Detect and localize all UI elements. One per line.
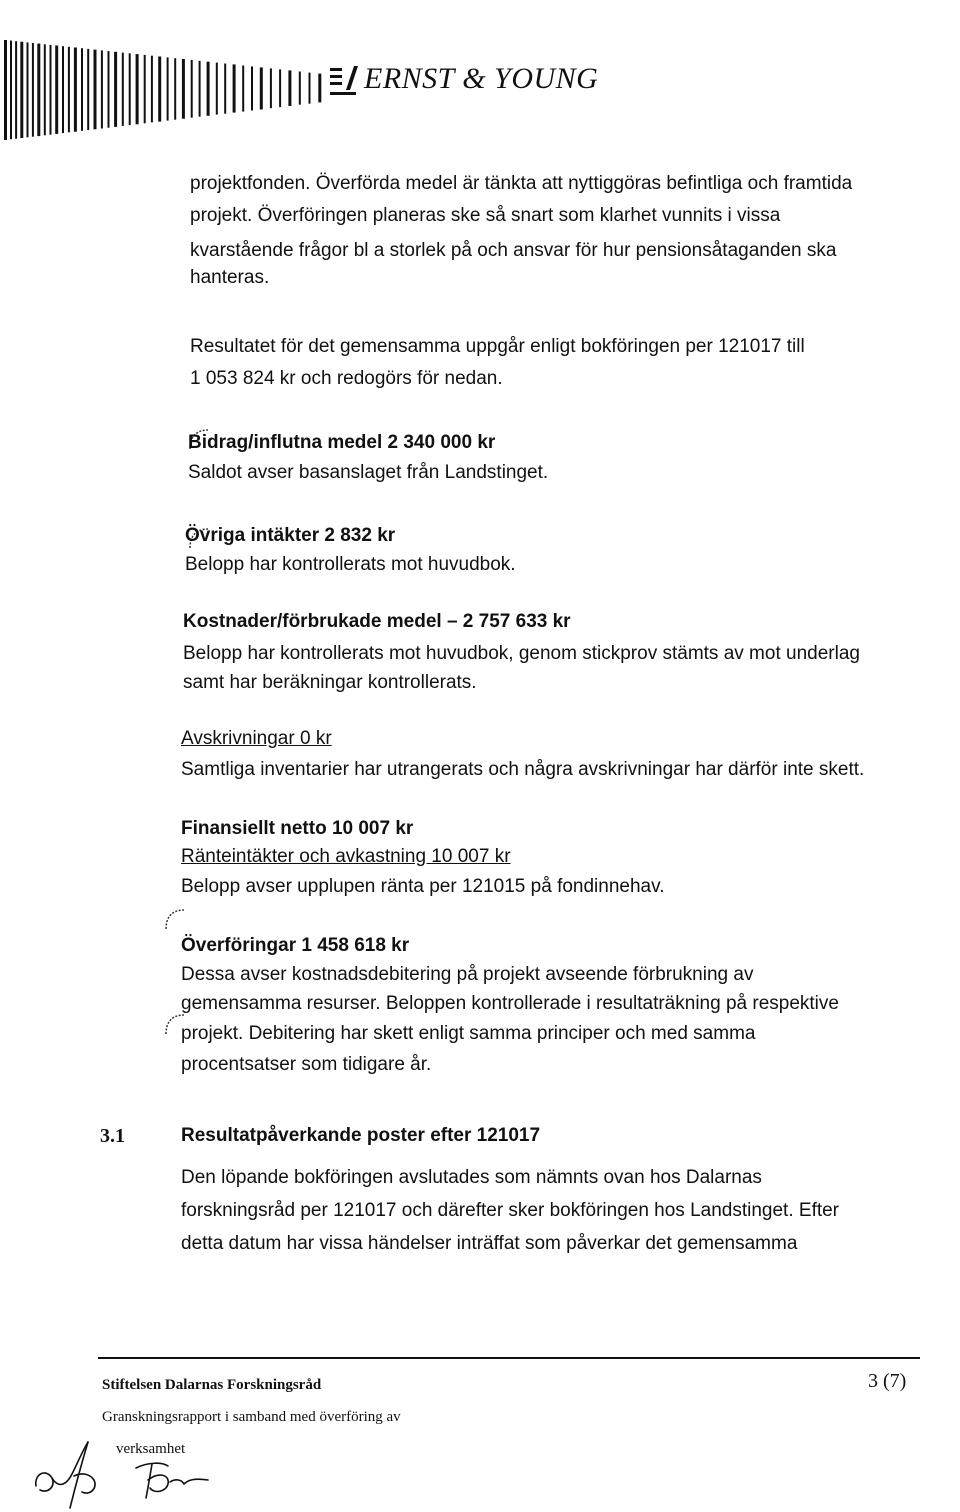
barcode-bar [15, 41, 17, 139]
barcode-bar [87, 49, 89, 130]
overforingar-heading: Överföringar 1 458 618 kr [181, 935, 410, 956]
barcode-bar [10, 41, 12, 140]
kostnader-text: Belopp har kontrollerats mot huvudbok, genom stickprov stämts av mot underlag [183, 643, 860, 664]
barcode-bar [68, 47, 70, 133]
bidrag-heading: Bidrag/influtna medel 2 340 000 kr [188, 432, 496, 453]
overforingar-text: projekt. Debitering har skett enligt samma principer och med samma [181, 1023, 756, 1044]
barcode-bar [44, 44, 46, 135]
overforingar-text: Dessa avser kostnadsdebitering på projekt avseende förbrukning av [181, 964, 754, 985]
barcode-bar [122, 53, 124, 126]
barcode-bar [299, 72, 301, 105]
barcode-bar [151, 56, 153, 123]
barcode-bar [251, 66, 253, 110]
overforingar-text: gemensamma resurser. Beloppen kontrollerade i resultaträkning på respektive [181, 993, 839, 1014]
overforingar-text: procentsatser som tidigare år. [181, 1054, 432, 1075]
barcode-bar [270, 68, 272, 108]
page-number: 3 (7) [868, 1370, 907, 1392]
ovriga-heading: Övriga intäkter 2 832 kr [185, 525, 396, 546]
section-text: forskningsråd per 121017 och därefter sker bokföringen hos Landstinget. Efter [181, 1200, 840, 1221]
logo-mark-icon [330, 66, 358, 96]
barcode-bar [37, 44, 40, 137]
logo-text: ERNST & YOUNG [364, 62, 599, 95]
finansiellt-heading: Finansiellt netto 10 007 kr [181, 818, 414, 839]
footer-description: verksamhet [116, 1441, 186, 1457]
result-line: Resultatet för det gemensamma uppgår enligt bokföringen per 121017 till [190, 336, 805, 357]
section-number: 3.1 [100, 1125, 125, 1147]
barcode-bar [27, 42, 29, 137]
avskrivningar-heading: Avskrivningar 0 kr [181, 728, 332, 749]
barcode-bar [62, 46, 64, 133]
barcode-bar [50, 45, 52, 135]
intro-line: kvarstående frågor bl a storlek på och ansvar för hur pensionsåtaganden ska [190, 240, 837, 261]
barcode-bar [199, 61, 201, 117]
barcode-bar [4, 40, 7, 140]
barcode-bar [136, 54, 139, 124]
footer-organization: Stiftelsen Dalarnas Forskningsråd [102, 1377, 322, 1393]
barcode-bar [224, 64, 226, 114]
section-text: Den löpande bokföringen avslutades som nämnts ovan hos Dalarnas [181, 1167, 762, 1188]
barcode-bar [242, 66, 244, 112]
ranteintakter-heading: Ränteintäkter och avkastning 10 007 kr [181, 846, 511, 867]
kostnader-heading: Kostnader/förbrukade medel – 2 757 633 kr [183, 611, 571, 632]
section-text: detta datum har vissa händelser inträffat som påverkar det gemensamma [181, 1233, 798, 1254]
barcode-bar [158, 57, 161, 122]
barcode-bar [207, 62, 210, 116]
barcode-bar [144, 55, 146, 123]
barcode-bar [94, 50, 97, 130]
barcode-bar [32, 43, 34, 137]
intro-line: projekt. Överföringen planeras ske så snart som klarhet vunnits i vissa [190, 205, 781, 226]
intro-line: projektfonden. Överförda medel är tänkta att nyttiggöras befintliga och framtida [190, 173, 853, 194]
bidrag-text: Saldot avser basanslaget från Landstinget. [188, 462, 549, 483]
barcode-bar [216, 63, 218, 115]
registration-mark-icon [162, 905, 188, 931]
ovriga-text: Belopp har kontrollerats mot huvudbok. [185, 554, 516, 575]
barcode-bar [279, 69, 281, 107]
barcode-bar [309, 73, 311, 104]
barcode-bar [233, 64, 236, 112]
ranteintakter-text: Belopp avser upplupen ränta per 121015 på fondinnehav. [181, 876, 665, 897]
avskrivningar-text: Samtliga inventarier har utrangerats och några avskrivningar har därför inte skett. [181, 759, 865, 780]
footer-divider [98, 1357, 920, 1359]
barcode-bar [167, 57, 169, 120]
barcode-graphic [4, 40, 334, 140]
barcode-bar [55, 46, 58, 134]
intro-line: hanteras. [190, 267, 270, 288]
handwritten-initials [30, 1428, 260, 1512]
barcode-bar [318, 74, 321, 103]
result-line: 1 053 824 kr och redogörs för nedan. [190, 368, 503, 389]
barcode-bar [174, 58, 176, 119]
barcode-bar [20, 42, 23, 138]
footer-description: Granskningsrapport i samband med överföring av [102, 1409, 401, 1425]
kostnader-text: samt har beräkningar kontrollerats. [183, 672, 477, 693]
barcode-bar [129, 53, 131, 125]
barcode-bar [81, 48, 83, 131]
barcode-bar [108, 51, 110, 128]
barcode-bar [114, 52, 117, 127]
barcode-bar [182, 59, 185, 119]
barcode-bar [191, 60, 193, 118]
barcode-bar [74, 48, 77, 132]
barcode-bar [260, 67, 263, 109]
section-title: Resultatpåverkande poster efter 121017 [181, 1125, 541, 1146]
barcode-bar [101, 50, 103, 128]
barcode-bar [288, 70, 291, 106]
